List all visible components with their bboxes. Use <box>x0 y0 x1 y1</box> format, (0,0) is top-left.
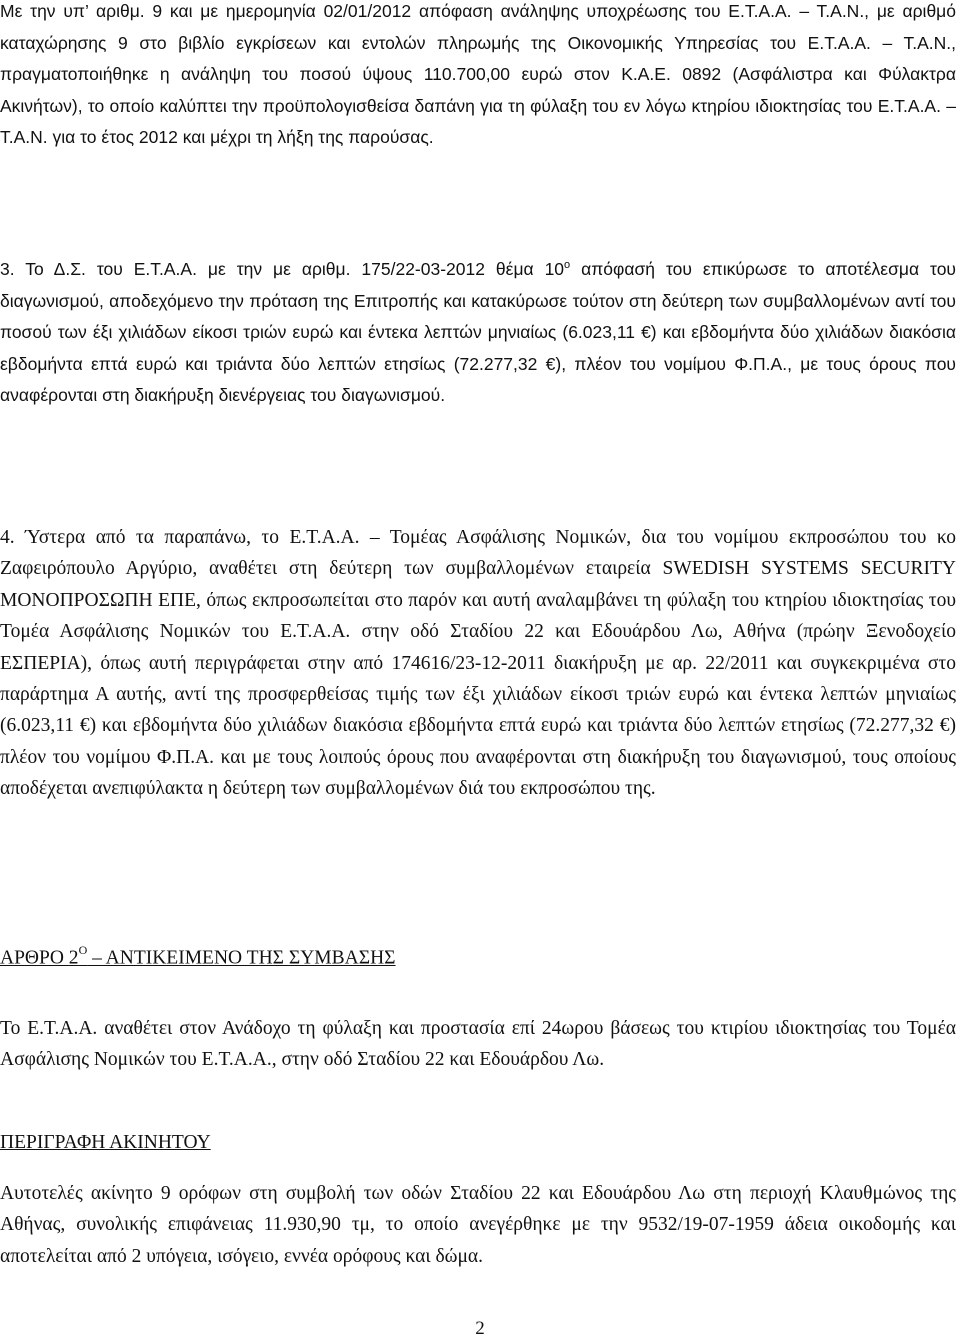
paragraph-board-decision-rest: απόφασή του επικύρωσε το αποτέλεσμα του διαγωνισμού, αποδεχόμενο την πρόταση της Επιτροπής και κατακύρωσε τούτον στη δεύτερη των συμβαλλομένων αντί του ποσού των έξι χιλιάδων είκοσι τριών ευρώ και έντεκα λεπτών μηνιαίως (6.023,11 €) και εβδομήντα δύο χιλιάδων διακόσια εβδομήντα επτά ευρώ και τριάντα δύο λεπτών ετησίως (72.277,32 €), πλέον του νομίμου Φ.Π.Α., με τους όρους που αναφέρονται στη διακήρυξη διενέργειας του διαγωνισμού. <box>0 259 956 406</box>
article-2-heading-superscript: Ο <box>78 943 88 957</box>
paragraph-board-decision <box>0 254 956 412</box>
article-2-heading <box>0 945 396 970</box>
paragraph-article-2-text: Το Ε.Τ.Α.Α. αναθέτει στον Ανάδοχο τη φύλαξη και προστασία επί 24ωρου βάσεως του κτιρίου ιδιοκτησίας του Τομέα Ασφάλισης Νομικών του Ε.Τ.Α.Α., στην οδό Σταδίου 22 και Εδουάρδου Λω. <box>0 1018 956 1071</box>
paragraph-budget-commitment: Με την υπ’ αριθμ. 9 και με ημερομηνία 02/01/2012 απόφαση ανάληψης υποχρέωσης του Ε.Τ.Α.Α. – Τ.Α.Ν., με αριθμό καταχώρησης 9 στο βιβλίο εγκρίσεων και εντολών πληρωμής της Οικονομικής Υπηρεσίας του Ε.Τ.Α.Α. – Τ.Α.Ν., πραγματοποιήθηκε η ανάληψη του ποσού ύψους 110.700,00 ευρώ στον Κ.Α.Ε. 0892 (Ασφάλιστρα και Φύλακτρα Ακινήτων), το οποίο καλύπτει την προϋπολογισθείσα δαπάνη για τη φύλαξη του εν λόγω κτηρίου ιδιοκτησίας του Ε.Τ.Α.Α. – Τ.Α.Ν. για το έτος 2012 και μέχρι τη λήξη της παρούσας. <box>0 1 956 148</box>
page-number: 2 <box>475 1318 485 1339</box>
article-2-heading-title: – ΑΝΤΙΚΕΙΜΕΝΟ ΤΗΣ ΣΥΜΒΑΣΗΣ <box>87 947 396 969</box>
article-2-heading-text: ΑΡΘΡΟ 2 <box>0 947 79 969</box>
paragraph-assignment: 4. Ύστερα από τα παραπάνω, το Ε.Τ.Α.Α. – Τομέας Ασφάλισης Νομικών, δια του νομίμου εκπροσώπου του κο Ζαφειρόπουλο Αργύριο, αναθέτει στη δεύτερη των συμβαλλομένων εταιρεία SWEDISH SYSTEMS SECURITY ΜΟΝΟΠΡΟΣΩΠΗ ΕΠΕ, όπως εκπροσωπείται στο παρόν και αυτή αναλαμβάνει τη φύλαξη του κτηρίου ιδιοκτησίας του Τομέα Ασφάλισης Νομικών του Ε.Τ.Α.Α. στην οδό Σταδίου 22 και Εδουάρδου Λω, Αθήνα (πρώην Ξενοδοχείο ΕΣΠΕΡΙΑ), όπως αυτή περιγράφεται στην από 174616/23-12-2011 διακήρυξη με αρ. 22/2011 και συγκεκριμένα στο παράρτημα Α αυτής, αντί της προσφερθείσας τιμής των έξι χιλιάδων είκοσι τριών ευρώ και έντεκα λεπτών μηνιαίως (6.023,11 €) και εβδομήντα δύο χιλιάδων διακόσια εβδομήντα επτά ευρώ και τριάντα δύο λεπτών ετησίως (72.277,32 €) πλέον του νομίμου Φ.Π.Α. και με τους λοιπούς όρους που αναφέρονται στη διακήρυξη του διαγωνισμού, τους οποίους αποδέχεται ανεπιφύλακτα η δεύτερη των συμβαλλομένων διά του εκπροσώπου της. <box>0 527 956 800</box>
ordinal-superscript: ο <box>564 259 571 272</box>
property-description-heading: ΠΕΡΙΓΡΑΦΗ ΑΚΙΝΗΤΟΥ <box>0 1132 211 1153</box>
paragraph-property-description: Αυτοτελές ακίνητο 9 ορόφων στη συμβολή των οδών Σταδίου 22 και Εδουάρδου Λω στη περιοχή Κλαυθμώνος της Αθήνας, συνολικής επιφάνειας 11.930,90 τμ, το οποίο ανεγέρθηκε με την 9532/19-07-1959 άδεια οικοδομής και αποτελείται από 2 υπόγεια, ισόγειο, εννέα ορόφους και δώμα. <box>0 1183 956 1267</box>
paragraph-board-decision-start: 3. Το Δ.Σ. του Ε.Τ.Α.Α. με την με αριθμ. 175/22-03-2012 θέμα 10 <box>0 259 565 279</box>
